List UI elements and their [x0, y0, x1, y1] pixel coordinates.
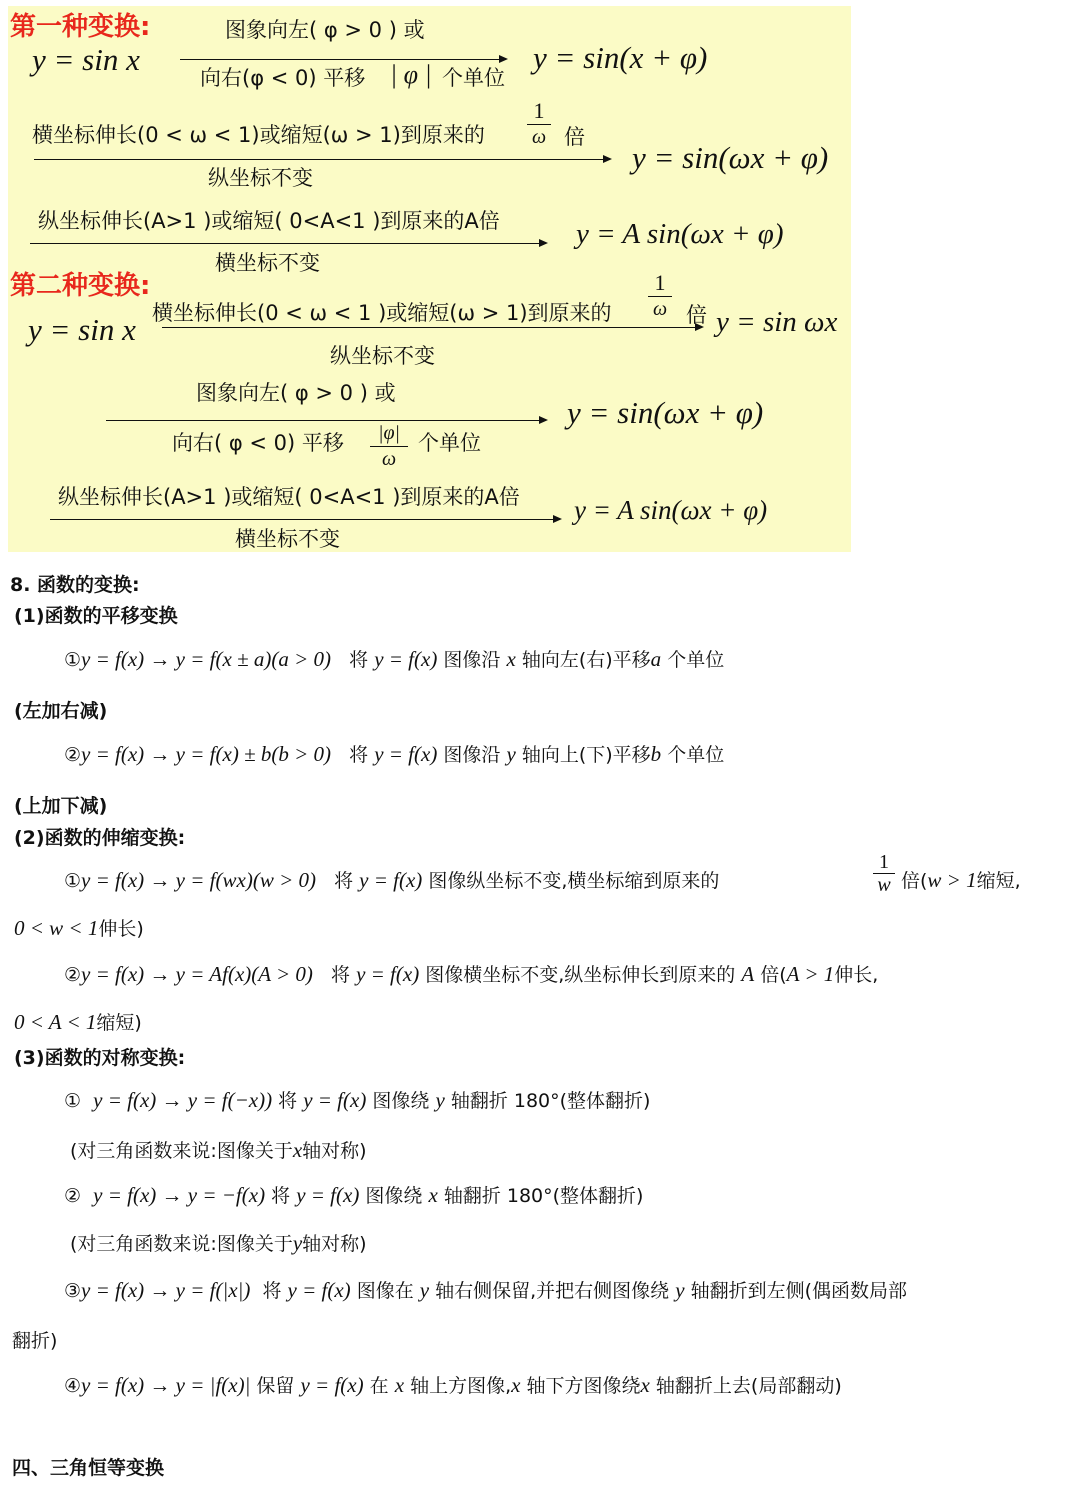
section2-start-function: y = sin x	[28, 312, 136, 347]
translation-note-up-plus: (上加下减)	[14, 795, 108, 817]
section2-step2-result: y = sin(ωx + φ)	[567, 395, 764, 430]
section2-step1-arrow	[162, 327, 702, 328]
symmetry-item-4: ④y = f(x) → y = |f(x)| 保留 y = f(x) 在 x 轴上方图像,x 轴下方图像绕x 轴翻折上去(局部翻动)	[64, 1373, 842, 1397]
section1-step1-below-label-a: 向右(φ < 0) 平移	[200, 66, 366, 90]
translation-item-1: ①y = f(x) → y = f(x ± a)(a > 0) 将 y = f(x) 图像沿 x 轴向左(右)平移a 个单位	[64, 647, 725, 671]
section2-step3-below-label: 横坐标不变	[235, 527, 340, 551]
scaling-item-2-continuation: 0 < A < 1缩短)	[14, 1010, 142, 1034]
translation-item-2: ②y = f(x) → y = f(x) ± b(b > 0) 将 y = f(x) 图像沿 y 轴向上(下)平移b 个单位	[64, 742, 725, 766]
section1-step2-arrow	[34, 159, 610, 160]
scaling-item-1: ①y = f(x) → y = f(wx)(w > 0) 将 y = f(x) 图像纵坐标不变,横坐标缩到原来的	[64, 868, 720, 892]
section2-step1-below-label: 纵坐标不变	[330, 344, 435, 368]
section1-step2-times: 倍	[564, 125, 585, 149]
heading-function-transforms: 8. 函数的变换:	[10, 574, 140, 596]
fraction-denominator: ω	[531, 126, 547, 148]
section2-step2-below-label-a: 向右( φ < 0) 平移	[172, 431, 344, 455]
section1-step2-result: y = sin(ωx + φ)	[632, 140, 829, 175]
section2-step3-above-label: 纵坐标伸长(A>1 )或缩短( 0<A<1 )到原来的A倍	[58, 485, 520, 509]
section1-step1-below-label-c: 个单位	[442, 66, 505, 90]
symmetry-item-2-note: (对三角函数来说:图像关于y轴对称)	[70, 1231, 367, 1255]
symmetry-item-2: ② y = f(x) → y = −f(x) 将 y = f(x) 图像绕 x 轴翻折 180°(整体翻折)	[64, 1183, 644, 1207]
section1-step1-above-label: 图象向左( φ > 0 ) 或	[225, 18, 425, 42]
section1-title: 第一种变换:	[10, 12, 151, 42]
fraction-numerator: 1	[654, 270, 666, 295]
section2-step3-arrow	[50, 519, 560, 520]
symmetry-item-3-continuation: 翻折)	[12, 1330, 58, 1352]
fraction-denominator: ω	[381, 448, 397, 470]
fraction-denominator: ω	[652, 298, 668, 320]
section1-step2-above-label: 横坐标伸长(0 < ω < 1)或缩短(ω > 1)到原来的	[32, 123, 485, 147]
symmetry-item-3: ③y = f(x) → y = f(|x|) 将 y = f(x) 图像在 y 轴右侧保留,并把右侧图像绕 y 轴翻折到左侧(偶函数局部	[64, 1278, 908, 1302]
section2-step2-below-label-c: 个单位	[418, 431, 481, 455]
fraction-denominator: w	[877, 874, 891, 896]
section2-step2-fraction	[370, 421, 408, 470]
section1-step2-fraction	[527, 99, 551, 148]
section1-step2-below-label: 纵坐标不变	[208, 166, 313, 190]
scaling-item-1-fraction	[873, 851, 895, 896]
section2-step2-above-label: 图象向左( φ > 0 ) 或	[196, 381, 396, 405]
section2-step1-fraction	[648, 271, 672, 320]
fraction-numerator: |φ|	[377, 422, 401, 444]
symmetry-item-1-note: (对三角函数来说:图像关于x轴对称)	[70, 1138, 367, 1162]
section1-step3-above-label: 纵坐标伸长(A>1 )或缩短( 0<A<1 )到原来的A倍	[38, 209, 500, 233]
section1-step3-arrow	[30, 243, 546, 244]
section1-start-function: y = sin x	[32, 42, 140, 77]
heading-trig-identities: 四、三角恒等变换	[12, 1457, 165, 1479]
section2-step3-result: y = A sin(ωx + φ)	[574, 495, 768, 525]
section1-step3-result: y = A sin(ωx + φ)	[576, 218, 784, 250]
symmetry-item-1: ① y = f(x) → y = f(−x)) 将 y = f(x) 图像绕 y 轴翻折 180°(整体翻折)	[64, 1088, 651, 1112]
scaling-item-1-continuation: 0 < w < 1伸长)	[14, 916, 144, 940]
heading-scaling: (2)函数的伸缩变换:	[14, 827, 186, 849]
heading-translation: (1)函数的平移变换	[14, 605, 178, 627]
section1-step1-arrow	[180, 59, 506, 60]
section2-step1-above-label: 横坐标伸长(0 < ω < 1 )或缩短(ω > 1)到原来的	[152, 301, 612, 325]
section2-step2-arrow	[106, 420, 546, 421]
section1-step3-below-label: 横坐标不变	[215, 251, 320, 275]
section2-step1-times: 倍	[686, 303, 707, 327]
section2-step1-result: y = sin ωx	[716, 306, 838, 338]
section2-title: 第二种变换:	[10, 271, 151, 301]
fraction-numerator: 1	[879, 851, 889, 873]
scaling-item-1-tail: 倍(w > 1缩短,	[901, 868, 1021, 892]
section1-step1-result: y = sin(x + φ)	[533, 40, 708, 75]
translation-note-left-plus: (左加右减)	[14, 700, 108, 722]
scaling-item-2: ②y = f(x) → y = Af(x)(A > 0) 将 y = f(x) 图像横坐标不变,纵坐标伸长到原来的 A 倍(A > 1伸长,	[64, 962, 879, 986]
fraction-numerator: 1	[533, 98, 545, 123]
section1-step1-below-abs-phi: | φ |	[390, 60, 432, 89]
heading-symmetry: (3)函数的对称变换:	[14, 1047, 186, 1069]
